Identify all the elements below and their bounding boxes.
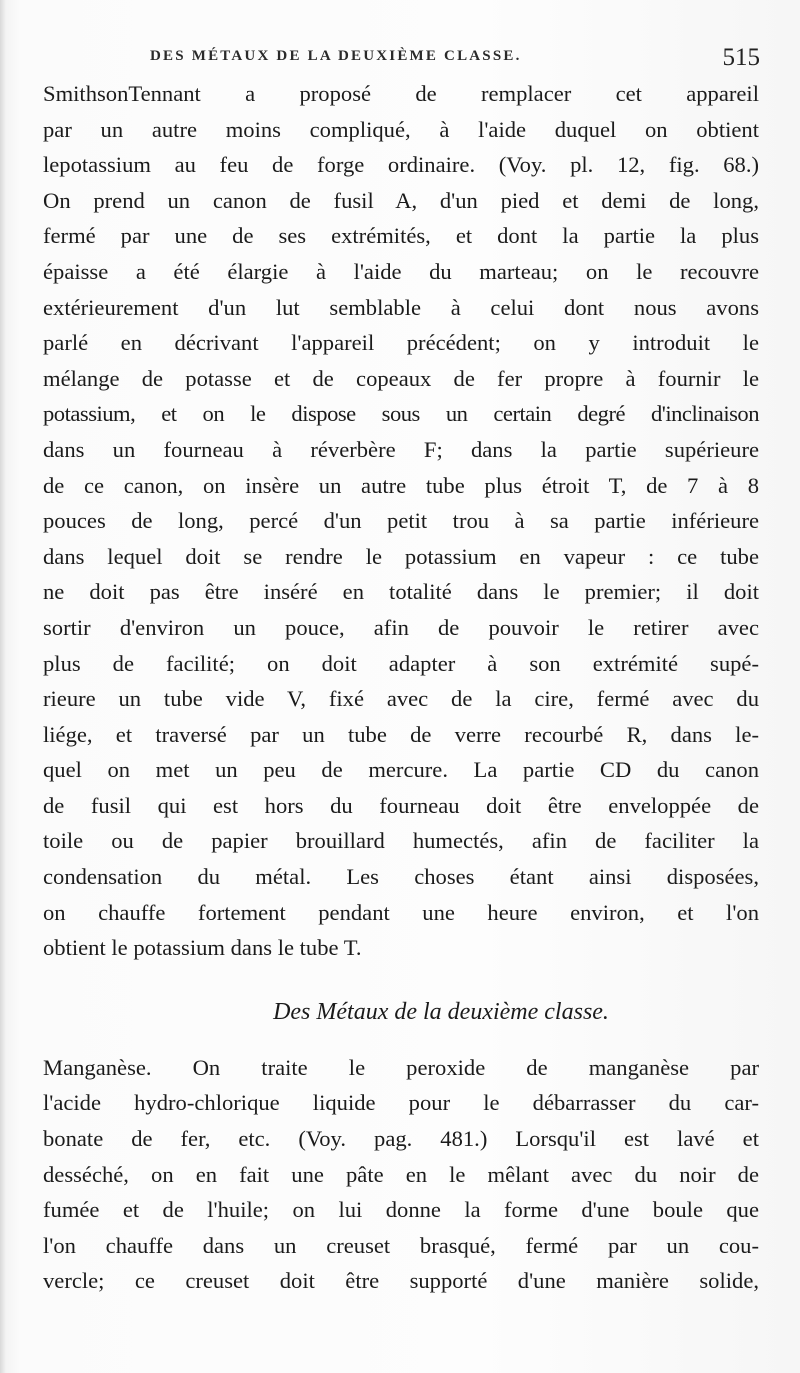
body-text <box>43 76 759 1299</box>
text-line: épaisse a été élargie à l'aide du marteau; on le recouvre <box>43 258 759 284</box>
page-number: 515 <box>722 44 760 71</box>
text-line: lepotassium au feu de forge ordinaire. (Voy. pl. 12, fig. 68.) <box>43 152 759 178</box>
spacer <box>43 1032 759 1050</box>
text-line: l'acide hydro-chlorique liquide pour le débarrasser du car- <box>43 1090 759 1116</box>
text-line: On prend un canon de fusil A, d'un pied et demi de long, <box>43 187 759 213</box>
spacer <box>43 966 759 992</box>
text-line: parlé en décrivant l'appareil précédent; on y introduit le <box>43 330 759 356</box>
text-line: rieure un tube vide V, fixé avec de la cire, fermé avec du <box>43 686 759 712</box>
text-line: Manganèse. On traite le peroxide de manganèse par <box>43 1054 759 1080</box>
text-line: de ce canon, on insère un autre tube plus étroit T, de 7 à 8 <box>43 472 759 498</box>
text-line: fumée et de l'huile; on lui donne la forme d'une boule que <box>43 1197 759 1223</box>
text-line: plus de facilité; on doit adapter à son extrémité supé- <box>43 650 759 676</box>
text-line: toile ou de papier brouillard humectés, afin de faciliter la <box>43 828 759 854</box>
text-line: mélange de potasse et de copeaux de fer propre à fournir le <box>43 365 759 391</box>
text-line: quel on met un peu de mercure. La partie CD du canon <box>43 757 759 783</box>
text-line: on chauffe fortement pendant une heure environ, et l'on <box>43 899 759 925</box>
text-line: sortir d'environ un pouce, afin de pouvoir le retirer avec <box>43 614 759 640</box>
running-head <box>150 44 760 74</box>
text-line: par un autre moins compliqué, à l'aide duquel on obtient <box>43 116 759 142</box>
text-line: dans lequel doit se rendre le potassium en vapeur : ce tube <box>43 543 759 569</box>
text-line: ne doit pas être inséré en totalité dans le premier; il doit <box>43 579 759 605</box>
section-heading: Des Métaux de la deuxième classe. <box>273 998 609 1025</box>
text-line: l'on chauffe dans un creuset brasqué, fermé par un cou- <box>43 1232 759 1258</box>
paragraph-potassium <box>43 76 759 966</box>
text-line: dans un fourneau à réverbère F; dans la partie supérieure <box>43 436 759 462</box>
text-line: bonate de fer, etc. (Voy. pag. 481.) Lorsqu'il est lavé et <box>43 1126 759 1152</box>
text-line: SmithsonTennant a proposé de remplacer cet appareil <box>43 81 759 106</box>
text-line: liége, et traversé par un tube de verre recourbé R, dans le- <box>43 721 759 747</box>
text-line: condensation du métal. Les choses étant ainsi disposées, <box>43 864 759 890</box>
running-title: DES MÉTAUX DE LA DEUXIÈME CLASSE. <box>150 48 522 64</box>
text-line: potassium, et on le dispose sous un certain degré d'inclinaison <box>43 401 759 427</box>
text-line: extérieurement d'un lut semblable à celui dont nous avons <box>43 294 759 320</box>
text-line: obtient le potassium dans le tube T. <box>43 935 362 961</box>
text-line: desséché, on en fait une pâte en le mêlant avec du noir de <box>43 1161 759 1187</box>
text-line: fermé par une de ses extrémités, et dont la partie la plus <box>43 223 759 249</box>
paragraph-manganese <box>43 1050 759 1299</box>
text-line: vercle; ce creuset doit être supporté d'une manière solide, <box>43 1268 759 1294</box>
text-line: de fusil qui est hors du fourneau doit être enveloppée de <box>43 792 759 818</box>
text-line: pouces de long, percé d'un petit trou à sa partie inférieure <box>43 508 759 534</box>
